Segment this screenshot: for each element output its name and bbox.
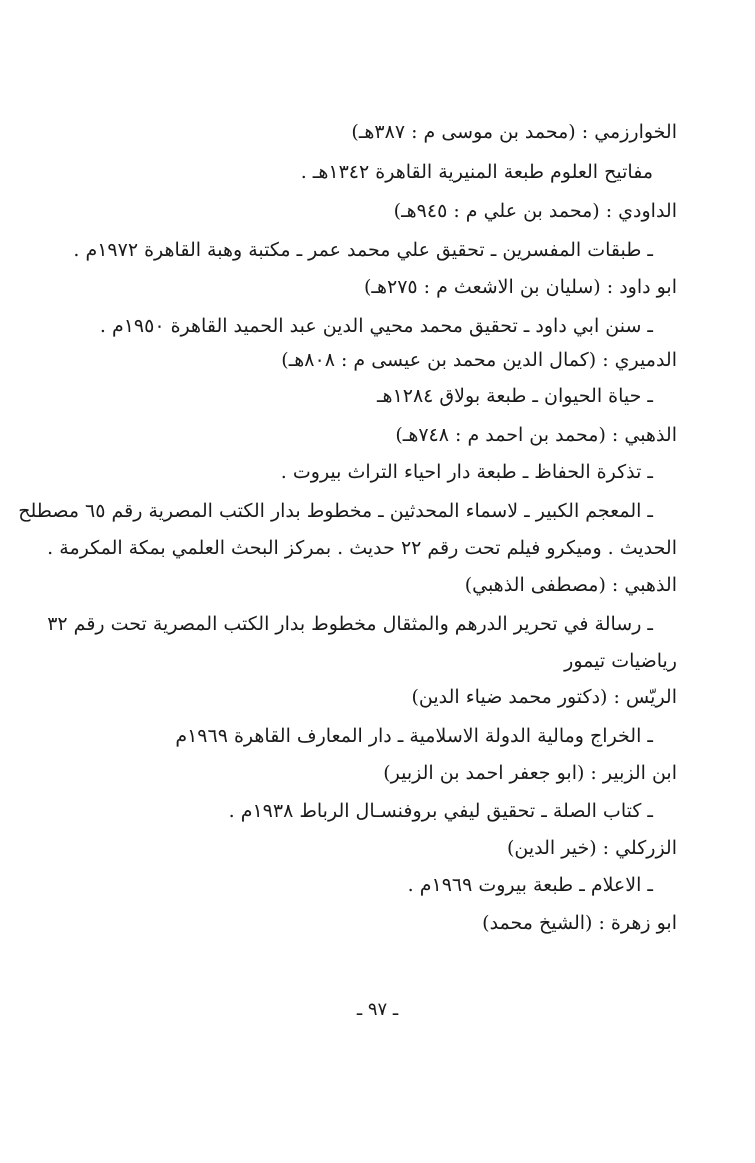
entry-work-continuation: رياضيات تيمور [564,650,677,672]
entry-heading: ابو زهرة : (الشيخ محمد) [482,912,677,934]
entry-work: ـ المعجم الكبير ـ لاسماء المحدثين ـ مخطوط بدار الكتب المصرية رقم ٦٥ مصطلح [18,500,653,522]
entry-work: ـ الاعلام ـ طبعة بيروت ١٩٦٩م . [407,874,653,896]
entry-work: ـ حياة الحيوان ـ طبعة بولاق ١٢٨٤هـ [376,385,653,407]
entry-heading: الريّس : (دكتور محمد ضياء الدين) [411,686,677,708]
page-number: ـ ٩٧ ـ [356,999,399,1020]
entry-work: مفاتيح العلوم طبعة المنيرية القاهرة ١٣٤٢هـ . [300,161,653,183]
entry-heading: ابو داود : (سليان بن الاشعث م : ٢٧٥هـ) [364,276,677,298]
entry-work: ـ سنن ابي داود ـ تحقيق محمد محيي الدين عبد الحميد القاهرة ١٩٥٠م . [99,315,653,337]
entry-heading: الزركلي : (خير الدين) [507,837,677,859]
entry-work: ـ الخراج ومالية الدولة الاسلامية ـ دار المعارف القاهرة ١٩٦٩م [175,725,653,747]
entry-heading: ابن الزبير : (ابو جعفر احمد بن الزبير) [383,762,677,784]
entry-heading: الذهبي : (محمد بن احمد م : ٧٤٨هـ) [395,424,677,446]
entry-heading: الذهبي : (مصطفى الذهبي) [464,574,677,596]
entry-work: ـ كتاب الصلة ـ تحقيق ليفي بروفنسـال الرباط ١٩٣٨م . [228,800,653,822]
entry-work: ـ طبقات المفسرين ـ تحقيق علي محمد عمر ـ مكتبة وهبة القاهرة ١٩٧٢م . [73,239,653,261]
entry-work-continuation: الحديث . وميكرو فيلم تحت رقم ٢٢ حديث . بمركز البحث العلمي بمكة المكرمة . [47,537,677,559]
entry-heading: الدميري : (كمال الدين محمد بن عيسى م : ٨٠٨هـ) [281,349,677,371]
entry-work: ـ تذكرة الحفاظ ـ طبعة دار احياء التراث بيروت . [280,461,653,483]
entry-heading: الخوارزمي : (محمد بن موسى م : ٣٨٧هـ) [351,121,677,143]
entry-heading: الداودي : (محمد بن علي م : ٩٤٥هـ) [393,200,677,222]
entry-work: ـ رسالة في تحرير الدرهم والمثقال مخطوط بدار الكتب المصرية تحت رقم ٣٢ [47,613,653,635]
